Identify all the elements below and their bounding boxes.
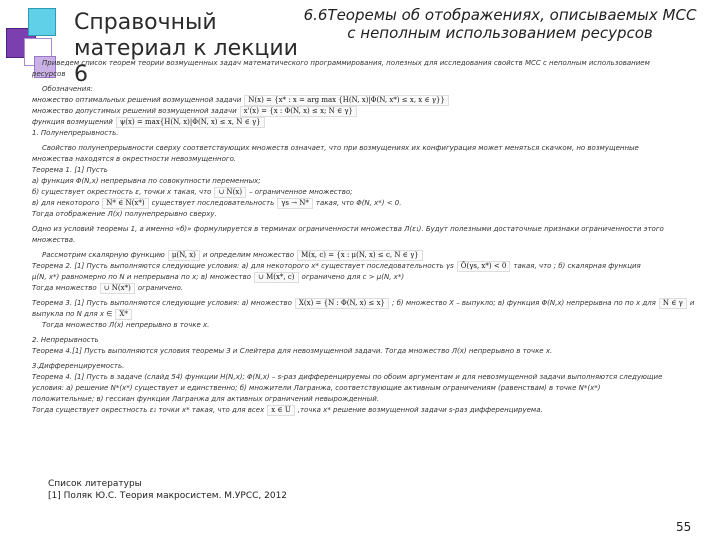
- paragraph: множества.: [32, 236, 76, 244]
- intro: Приведем список теорем теории возмущенных задач математического программирования, полезных для исследования свойств МСС с неполным использованием: [42, 59, 650, 67]
- def-feasible-set: множество допустимых решений возмущенной задачи x'(x) = {x : Φ(N, x) ≤ x; N ∈ γ}: [32, 106, 704, 117]
- theorem-1-c: в) для некоторого N* ∈ N(x*) существует последовательность γs → N* такая, что Φ(N, x*) < 0.: [32, 199, 402, 207]
- formula: X(x) = {N : Φ(N, x) ≤ x}: [295, 298, 389, 309]
- theorem-1-a: а) функция Φ(N,x) непрерывна по совокупности переменных;: [32, 177, 261, 185]
- theorem-1-conclusion: Тогда отображение Л(x) полунепрерывно сверху.: [32, 210, 217, 218]
- theorem-2-conclusion: Тогда множество ∪ N(x*) ограничено.: [32, 284, 184, 292]
- formula: N* ∈ N(x*): [102, 198, 148, 209]
- formula: X*: [115, 309, 131, 320]
- theorem-2-b: μ(N, x*) равномерно по N и непрерывна по x; в) множество ∪ M(x*, c) ограничено для c > μ(N, x*): [32, 273, 405, 281]
- formula: Ô(γs, x*) < 0: [457, 261, 511, 272]
- theorem-1-b: б) существует окрестность ε, точки x такая, что ∪ N(x) – ограниченное множество;: [32, 188, 353, 196]
- notation-title: Обозначения:: [42, 85, 93, 93]
- def-optimal-set: множество оптимальных решений возмущенной задачи N(x) = {x* : x = arg max {H(N, x)|Φ(N, x*) ≤ x, x ∈ γ}}: [32, 95, 704, 106]
- theorem-3-conclusion: Тогда множество Л(x) непрерывно в точке x.: [42, 321, 210, 329]
- section-semicontinuity: 1. Полунепрерывность.: [32, 129, 119, 137]
- page-number: 55: [676, 520, 692, 534]
- formula: μ(N, x): [168, 250, 200, 261]
- title-line-2: материал к лекции 6: [74, 36, 298, 87]
- paragraph: Рассмотрим скалярную функцию μ(N, x) и определим множество M(x, c) = {x : μ(N, x) ≤ c, N ∈ γ}: [32, 250, 704, 261]
- formula: N(x) = {x* : x = arg max {H(N, x)|Φ(N, x*) ≤ x, x ∈ γ}}: [244, 95, 449, 106]
- formula: ψ(x) = max{H(N, x)|Φ(N, x) ≤ x, N ∈ γ}: [116, 117, 265, 128]
- theorem-5-conclusion: Тогда существует окрестность ε₁ точки x* такая, что для всех x ∈ U ,точка x* решение возмущенной задачи s-раз дифференцируема.: [32, 406, 543, 414]
- intro-2: ресурсов: [32, 70, 66, 78]
- body-text: [32, 58, 704, 416]
- theorem-5-c: положительные; в) гессиан функции Лагранжа для активных ограничений невырожденный.: [32, 395, 380, 403]
- paragraph: Свойство полунепрерывности сверху соответствующих множеств означает, что при возмущениях их конфигурация может меняться скачком, но возмущенные: [42, 144, 639, 152]
- logo-square-cyan: [28, 8, 56, 36]
- theorem-3-b: выпукла по N для x ∈ X*: [32, 309, 704, 320]
- paragraph: Одно из условий теоремы 1, а именно «б)» формулируется в терминах ограниченности множества Л(ε₁). Будут полезными достаточные признаки ограниченности этого: [32, 225, 664, 233]
- theorem-3: Теорема 3. [1] Пусть выполняются следующие условия: а) множество X(x) = {N : Φ(N, x) ≤ x} ; б) множество X – выпукло; в) функция Φ(N,x) непрерывна по по x для N ∈ γ и: [32, 299, 695, 307]
- formula: ∪ M(x*, c): [254, 272, 299, 283]
- def-perturbation-fn: функция возмущений ψ(x) = max{H(N, x)|Φ(N, x) ≤ x, N ∈ γ}: [32, 117, 704, 128]
- title-line-1: Справочный: [74, 10, 217, 35]
- theorem-5: Теорема 4. [1] Пусть в задаче (слайд 54) функции H(N,x); Φ(N,x) – s-раз дифференцируемы по обоим аргументам и для невозмущенной задачи выполняются следующие: [32, 373, 663, 381]
- theorem-4: Теорема 4.[1] Пусть выполняются условия теоремы 3 и Слейтера для невозмущенной задачи. Тогда множество Л(x) непрерывно в точке x.: [32, 347, 553, 355]
- section-continuity: 2. Непрерывность: [32, 336, 99, 344]
- section-differentiability: 3.Дифференцируемость.: [32, 362, 125, 370]
- formula: M(x, c) = {x : μ(N, x) ≤ c, N ∈ γ}: [297, 250, 423, 261]
- reference-item: [1] Поляк Ю.С. Теория макросистем. М.УРСС, 2012: [48, 491, 288, 501]
- formula: ∪ N(x*): [100, 283, 135, 294]
- paragraph: множества находятся в окрестности невозмущенного.: [32, 155, 237, 163]
- formula: ∪ N(x): [214, 187, 246, 198]
- formula: γs → N*: [277, 198, 313, 209]
- formula: x'(x) = {x : Φ(N, x) ≤ x; N ∈ γ}: [240, 106, 357, 117]
- formula: N ∈ γ: [659, 298, 687, 309]
- theorem-1: Теорема 1. [1] Пусть: [32, 166, 108, 174]
- references-title: Список литературы: [48, 479, 142, 489]
- theorem-5-b: условия: а) решение N*(x*) существует и единственно; б) множители Лагранжа, соответствующие активным ограничениям (равенствам) в точке N*(x*): [32, 384, 601, 392]
- references: [48, 478, 448, 502]
- slide-title-right: 6.6Теоремы об отображениях, описываемых МСС с неполным использованием ресурсов: [303, 6, 697, 42]
- formula: x ∈ U: [267, 405, 294, 416]
- theorem-2: Теорема 2. [1] Пусть выполняются следующие условия: а) для некоторого x* существует последовательность γs Ô(γs, x*) < 0 такая, что ; б) скалярная функция: [32, 262, 641, 270]
